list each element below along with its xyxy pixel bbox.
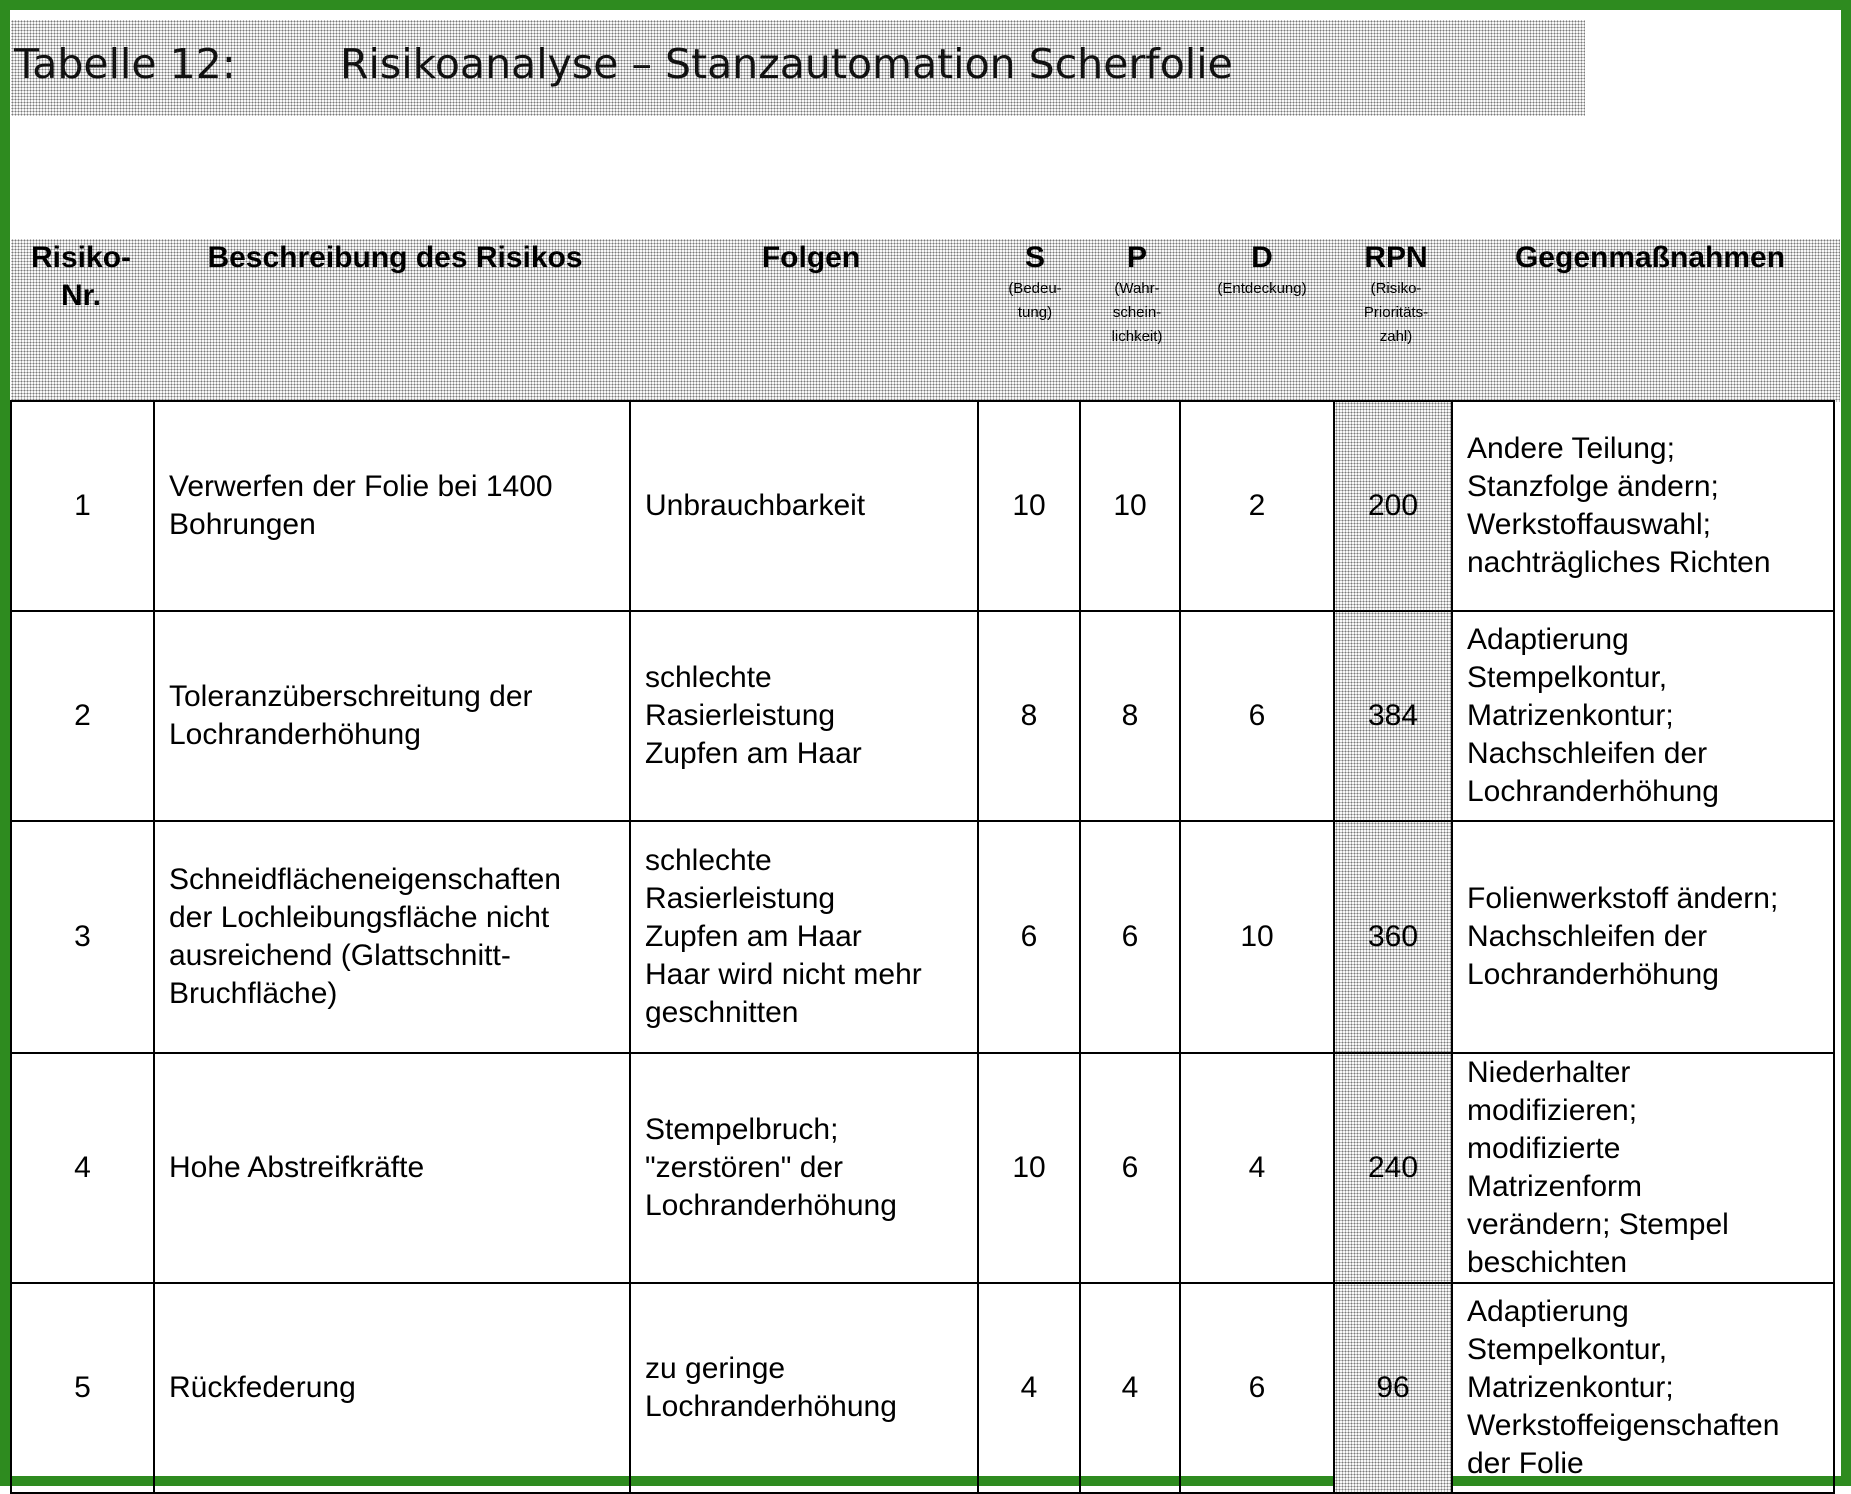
cell-nr: 2 [11, 611, 154, 821]
header-label: RPN [1364, 241, 1428, 274]
header-label: Risiko- Nr. [30, 241, 132, 312]
cell-s: 10 [978, 1053, 1080, 1283]
cell-nr: 1 [11, 401, 154, 611]
header-folgen [639, 239, 983, 277]
header-sublabel: (Risiko- Prioritäts- zahl) [1363, 280, 1429, 345]
cell-s: 10 [978, 401, 1080, 611]
table-caption: Risikoanalyse – Stanzautomation Scherfolie [340, 40, 1233, 88]
cell-massnahmen: Folienwerkstoff ändern; Nachschleifen der Lochranderhöhung [1452, 821, 1834, 1053]
cell-beschreibung: Schneidflächeneigenschaften der Lochleibungsfläche nicht ausreichend (Glattschnitt- Bruchfläche) [154, 821, 630, 1053]
cell-folgen: Unbrauchbarkeit [630, 401, 978, 611]
table-row [11, 1053, 1834, 1283]
cell-s: 4 [978, 1283, 1080, 1493]
cell-d: 6 [1180, 1283, 1334, 1493]
table-row [11, 821, 1834, 1053]
risk-table [10, 400, 1835, 1494]
cell-d: 2 [1180, 401, 1334, 611]
header-label: S [1024, 241, 1045, 274]
cell-rpn: 200 [1334, 401, 1452, 611]
table-number: Tabelle 12: [14, 40, 236, 88]
header-label: D [1251, 241, 1273, 274]
cell-nr: 3 [11, 821, 154, 1053]
table-row [11, 611, 1834, 821]
cell-massnahmen: Niederhalter modifizieren; modifizierte Matrizenform verändern; Stempel beschichten [1452, 1053, 1834, 1283]
header-sublabel: (Entdeckung) [1217, 280, 1307, 297]
cell-s: 8 [978, 611, 1080, 821]
cell-rpn: 384 [1334, 611, 1452, 821]
header-label: P [1126, 241, 1147, 274]
cell-folgen: zu geringe Lochranderhöhung [630, 1283, 978, 1493]
cell-beschreibung: Verwerfen der Folie bei 1400 Bohrungen [154, 401, 630, 611]
cell-massnahmen: Adaptierung Stempelkontur, Matrizenkontur; Nachschleifen der Lochranderhöhung [1452, 611, 1834, 821]
cell-folgen: schlechte Rasierleistung Zupfen am Haar [630, 611, 978, 821]
header-gegenmassnahmen [1455, 239, 1845, 277]
cell-folgen: schlechte Rasierleistung Zupfen am Haar Haar wird nicht mehr geschnitten [630, 821, 978, 1053]
cell-p: 6 [1080, 821, 1180, 1053]
cell-beschreibung: Toleranzüberschreitung der Lochranderhöhung [154, 611, 630, 821]
table-row [11, 1283, 1834, 1493]
cell-d: 6 [1180, 611, 1334, 821]
header-rpn [1337, 239, 1455, 349]
header-label: Beschreibung des Risikos [207, 241, 583, 274]
cell-s: 6 [978, 821, 1080, 1053]
header-d [1187, 239, 1337, 301]
cell-rpn: 240 [1334, 1053, 1452, 1283]
cell-massnahmen: Andere Teilung; Stanzfolge ändern; Werkstoffauswahl; nachträgliches Richten [1452, 401, 1834, 611]
cell-p: 4 [1080, 1283, 1180, 1493]
cell-p: 6 [1080, 1053, 1180, 1283]
header-beschreibung [151, 239, 639, 277]
cell-nr: 4 [11, 1053, 154, 1283]
header-sublabel: (Wahr- schein- lichkeit) [1111, 280, 1163, 345]
cell-folgen: Stempelbruch; "zerstören" der Lochranderhöhung [630, 1053, 978, 1283]
table-header [11, 239, 1840, 402]
cell-rpn: 96 [1334, 1283, 1452, 1493]
header-p [1087, 239, 1187, 349]
cell-p: 10 [1080, 401, 1180, 611]
cell-nr: 5 [11, 1283, 154, 1493]
header-label: Folgen [761, 241, 861, 274]
header-label: Gegenmaßnahmen [1514, 241, 1786, 274]
header-sublabel: (Bedeu- tung) [1008, 280, 1062, 321]
cell-p: 8 [1080, 611, 1180, 821]
table-row [11, 401, 1834, 611]
cell-rpn: 360 [1334, 821, 1452, 1053]
cell-beschreibung: Hohe Abstreifkräfte [154, 1053, 630, 1283]
header-risiko-nr [11, 239, 151, 315]
header-s [983, 239, 1087, 325]
cell-massnahmen: Adaptierung Stempelkontur, Matrizenkontur; Werkstoffeigenschaften der Folie [1452, 1283, 1834, 1493]
cell-d: 4 [1180, 1053, 1334, 1283]
cell-beschreibung: Rückfederung [154, 1283, 630, 1493]
cell-d: 10 [1180, 821, 1334, 1053]
